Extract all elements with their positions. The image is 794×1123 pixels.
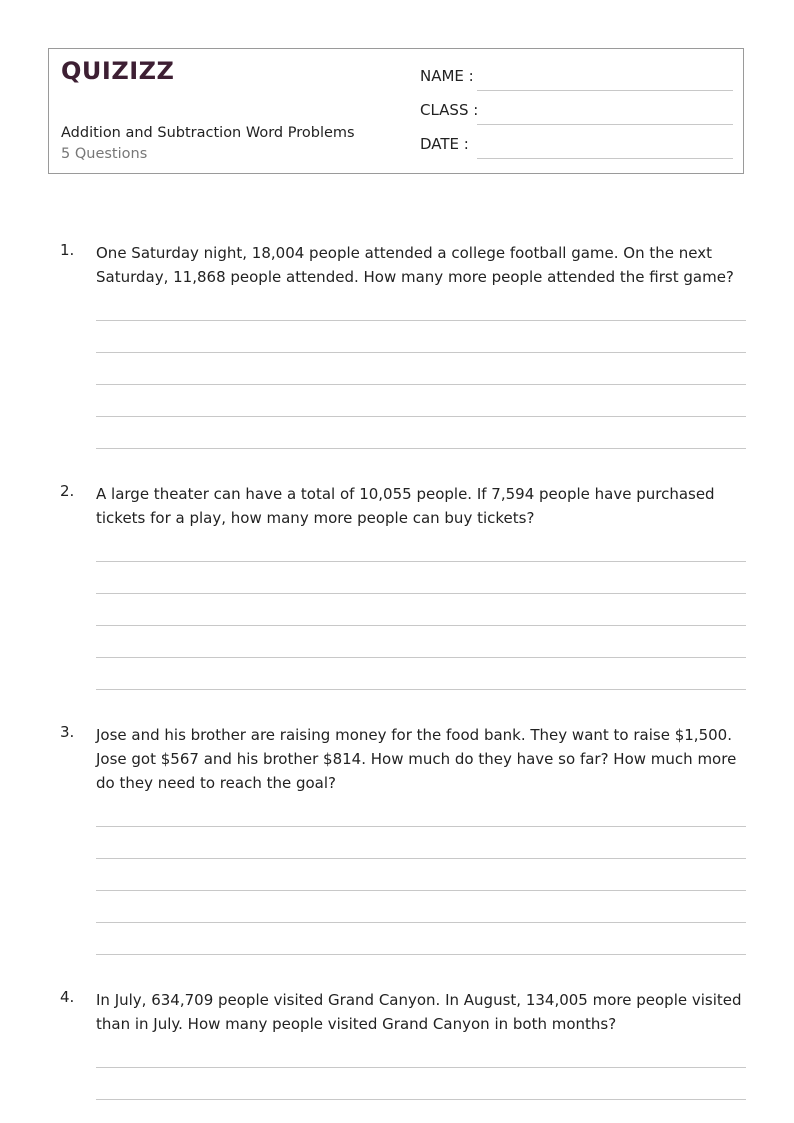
answer-line xyxy=(96,320,746,321)
answer-line xyxy=(96,561,746,562)
answer-line xyxy=(96,1099,746,1100)
name-label: NAME : xyxy=(420,67,474,85)
question-number: 4. xyxy=(60,988,75,1006)
date-line xyxy=(477,158,733,159)
answer-line xyxy=(96,416,746,417)
name-line xyxy=(477,90,733,91)
answer-line xyxy=(96,448,746,449)
answer-line xyxy=(96,858,746,859)
answer-line xyxy=(96,384,746,385)
question-number: 1. xyxy=(60,241,75,259)
worksheet-header xyxy=(48,48,744,174)
answer-line xyxy=(96,890,746,891)
name-field xyxy=(420,67,733,91)
question-text: Jose and his brother are raising money for the food bank. They want to raise $1,500. Jose got $567 and his brother $814. How much do they have so far? How much more do they need to reach the goal? xyxy=(96,726,737,792)
answer-line xyxy=(96,593,746,594)
question-count: 5 Questions xyxy=(61,146,148,162)
answer-line xyxy=(96,954,746,955)
answer-line xyxy=(96,657,746,658)
question-text: One Saturday night, 18,004 people attended a college football game. On the next Saturday, 11,868 people attended. How many more people attended the first game? xyxy=(96,244,734,286)
worksheet-title: Addition and Subtraction Word Problems xyxy=(61,125,355,141)
quizizz-logo: QUIZIZZ xyxy=(61,57,175,85)
answer-line xyxy=(96,1067,746,1068)
class-field xyxy=(420,101,733,125)
question-text: In July, 634,709 people visited Grand Canyon. In August, 134,005 more people visited than in July. How many people visited Grand Canyon in both months? xyxy=(96,991,742,1033)
question-text: A large theater can have a total of 10,055 people. If 7,594 people have purchased tickets for a play, how many more people can buy tickets? xyxy=(96,485,715,527)
question-number: 2. xyxy=(60,482,75,500)
answer-line xyxy=(96,826,746,827)
class-label: CLASS : xyxy=(420,101,479,119)
question-number: 3. xyxy=(60,723,75,741)
answer-line xyxy=(96,922,746,923)
answer-line xyxy=(96,352,746,353)
date-label: DATE : xyxy=(420,135,469,153)
class-line xyxy=(477,124,733,125)
date-field xyxy=(420,135,733,159)
answer-line xyxy=(96,625,746,626)
answer-line xyxy=(96,689,746,690)
